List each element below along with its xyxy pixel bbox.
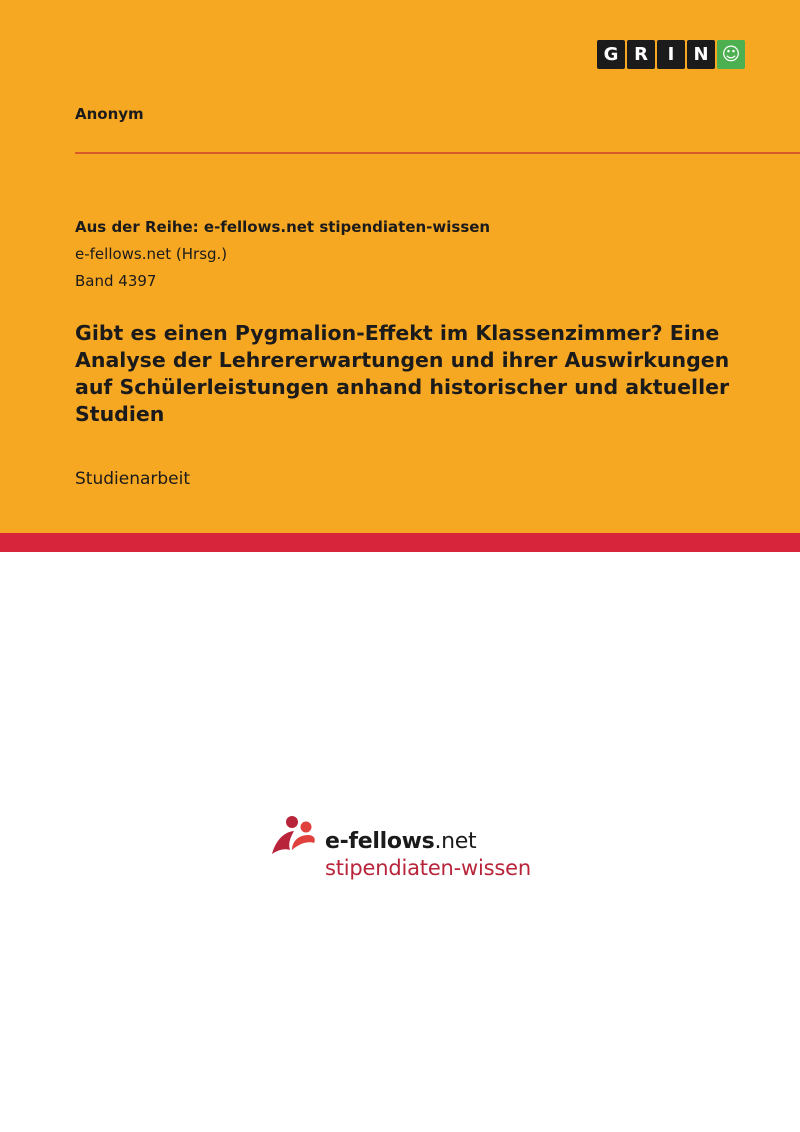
e-fellows-wordmark-suffix: .net: [434, 829, 477, 854]
volume-line: Band 4397: [75, 272, 157, 290]
editor-line: e-fellows.net (Hrsg.): [75, 245, 228, 263]
e-fellows-wordmark-strong: e-fellows: [325, 829, 435, 854]
grin-publisher-logo: [597, 40, 745, 69]
e-fellows-figure-icon: [270, 814, 320, 860]
series-line: Aus der Reihe: e-fellows.net stipendiaten-wissen: [75, 218, 491, 236]
document-title: Gibt es einen Pygmalion-Effekt im Klassenzimmer? Eine Analyse der Lehrererwartungen und ihrer Auswirkungen auf Schülerleistungen anhand historischer und aktueller Studien: [75, 321, 730, 426]
grin-logo-letter-r: R: [627, 40, 655, 69]
document-type: Studienarbeit: [75, 469, 191, 489]
grin-logo-letter-g: G: [597, 40, 625, 69]
e-fellows-subline: stipendiaten-wissen: [325, 856, 531, 880]
grin-logo-letter-i: I: [657, 40, 685, 69]
e-fellows-wordmark: [325, 829, 476, 854]
grin-logo-letter-n: N: [687, 40, 715, 69]
header-divider: [75, 152, 800, 154]
e-fellows-series-logo: [270, 814, 540, 884]
cover-header-area: [0, 0, 800, 533]
smiley-icon: ☺: [717, 40, 745, 69]
cover-red-band: [0, 533, 800, 552]
author-name: Anonym: [75, 105, 144, 123]
